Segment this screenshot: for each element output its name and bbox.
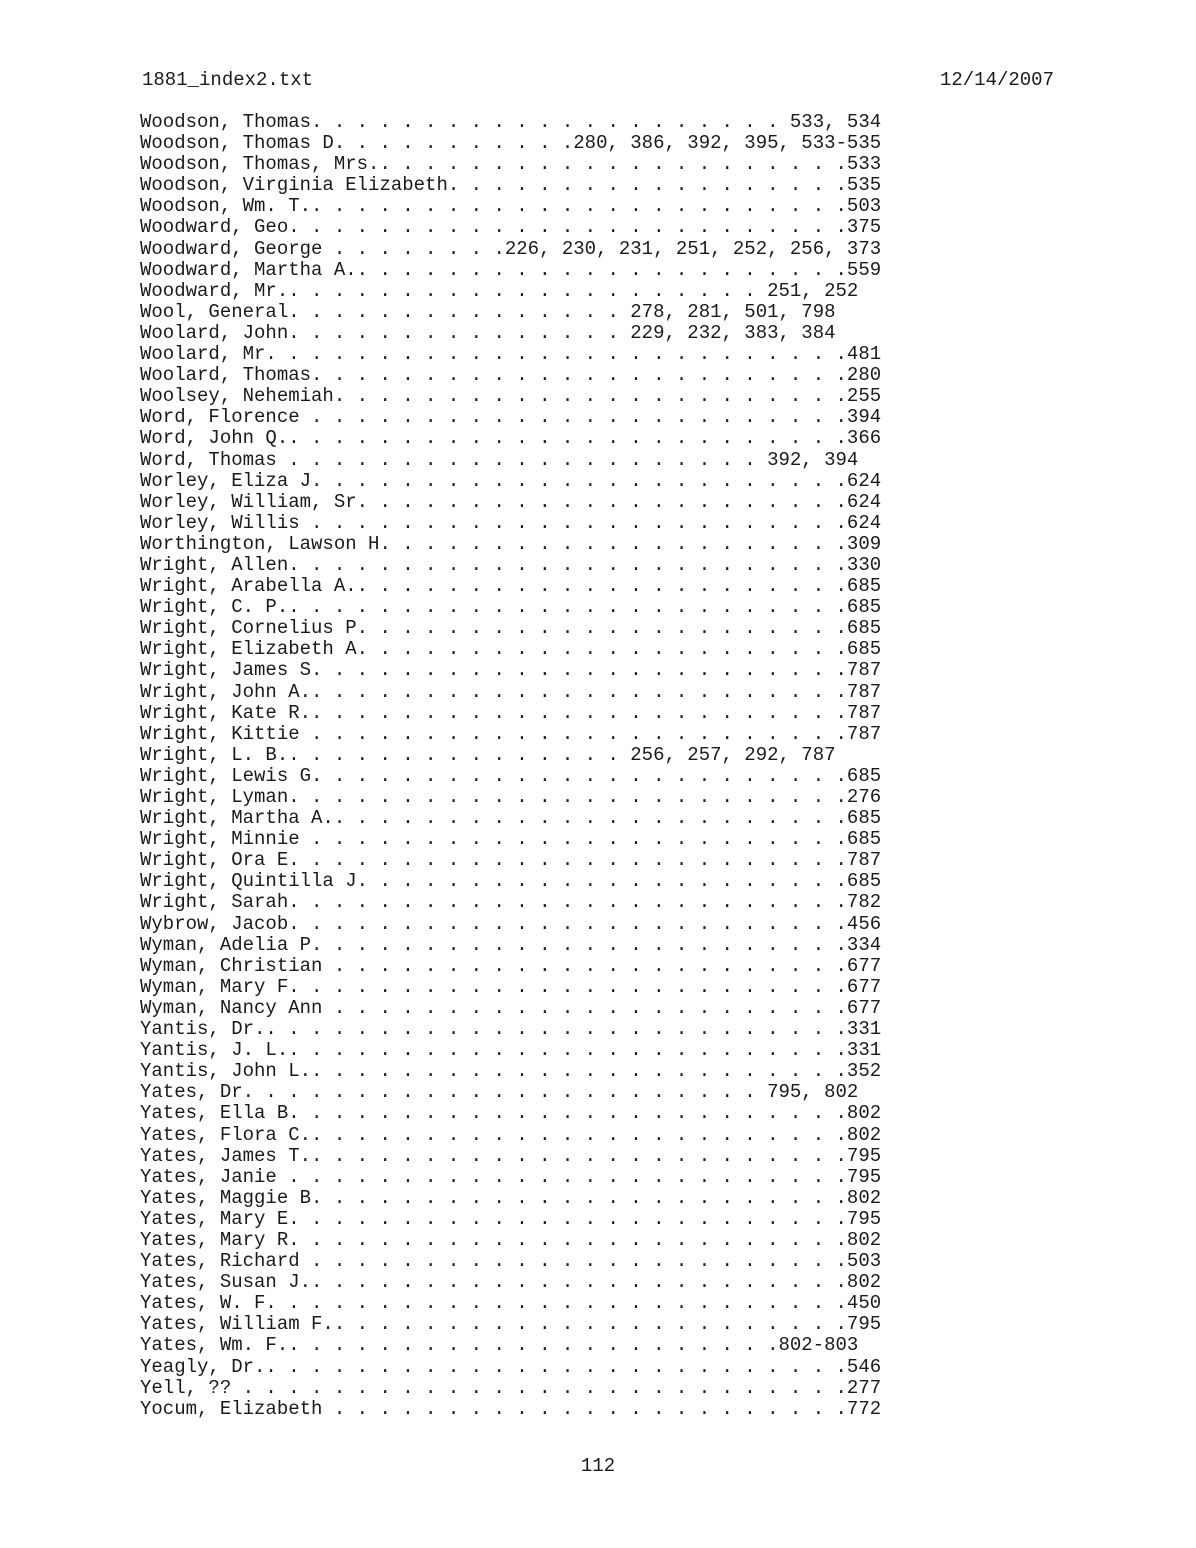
- index-entry: Yates, Mary R. . . . . . . . . . . . . . . . . . . . . . . . .802: [140, 1229, 882, 1251]
- page-number: 112: [580, 1455, 616, 1477]
- index-entry: Wyman, Christian . . . . . . . . . . . . . . . . . . . . . . .677: [140, 955, 882, 977]
- index-entry: Woodson, Thomas, Mrs.. . . . . . . . . . . . . . . . . . . . .533: [140, 154, 882, 176]
- index-entry: Yates, Flora C.. . . . . . . . . . . . . . . . . . . . . . . .802: [140, 1124, 882, 1146]
- index-entry: Wright, Martha A.. . . . . . . . . . . . . . . . . . . . . . .685: [140, 808, 882, 830]
- index-entry: Yates, Susan J.. . . . . . . . . . . . . . . . . . . . . . . .802: [140, 1272, 882, 1294]
- index-entry: Woolard, Thomas. . . . . . . . . . . . . . . . . . . . . . . .280: [140, 365, 882, 387]
- index-entry: Woolsey, Nehemiah. . . . . . . . . . . . . . . . . . . . . . .255: [140, 386, 882, 408]
- index-entry: Woodward, Geo. . . . . . . . . . . . . . . . . . . . . . . . .375: [140, 217, 882, 239]
- index-entry: Word, John Q.. . . . . . . . . . . . . . . . . . . . . . . . .366: [140, 428, 882, 450]
- index-entry: Yeagly, Dr.. . . . . . . . . . . . . . . . . . . . . . . . . .546: [140, 1356, 882, 1378]
- index-entry: Worley, Willis . . . . . . . . . . . . . . . . . . . . . . . .624: [140, 512, 882, 534]
- index-entry: Wright, Sarah. . . . . . . . . . . . . . . . . . . . . . . . .782: [140, 892, 882, 914]
- index-entry: Yates, Maggie B. . . . . . . . . . . . . . . . . . . . . . . .802: [140, 1187, 882, 1209]
- index-entry: Yocum, Elizabeth . . . . . . . . . . . . . . . . . . . . . . .772: [140, 1398, 882, 1420]
- index-entry: Yates, Mary E. . . . . . . . . . . . . . . . . . . . . . . . .795: [140, 1208, 882, 1230]
- index-entry: Woodson, Virginia Elizabeth. . . . . . . . . . . . . . . . . .535: [140, 175, 882, 197]
- index-entry: Yantis, J. L.. . . . . . . . . . . . . . . . . . . . . . . . .331: [140, 1040, 882, 1062]
- index-entry: Worley, William, Sr. . . . . . . . . . . . . . . . . . . . . .624: [140, 491, 882, 513]
- index-entry: Yates, James T.. . . . . . . . . . . . . . . . . . . . . . . .795: [140, 1145, 882, 1167]
- index-entry: Woodward, Martha A.. . . . . . . . . . . . . . . . . . . . . .559: [140, 259, 882, 281]
- index-entry: Wright, C. P.. . . . . . . . . . . . . . . . . . . . . . . . .685: [140, 597, 882, 619]
- index-entry: Wright, L. B.. . . . . . . . . . . . . . . 256, 257, 292, 787: [140, 744, 836, 766]
- index-entry: Word, Thomas . . . . . . . . . . . . . . . . . . . . . 392, 394: [140, 449, 859, 471]
- index-entry: Yates, Janie . . . . . . . . . . . . . . . . . . . . . . . . .795: [140, 1166, 882, 1188]
- index-entry: Yates, Richard . . . . . . . . . . . . . . . . . . . . . . . .503: [140, 1251, 882, 1273]
- index-entry: Wright, Allen. . . . . . . . . . . . . . . . . . . . . . . . .330: [140, 554, 882, 576]
- index-entry: Wright, Lewis G. . . . . . . . . . . . . . . . . . . . . . . .685: [140, 765, 882, 787]
- index-entry: Wyman, Adelia P. . . . . . . . . . . . . . . . . . . . . . . .334: [140, 934, 882, 956]
- index-entry: Wright, Minnie . . . . . . . . . . . . . . . . . . . . . . . .685: [140, 829, 882, 851]
- index-entry: Woodson, Thomas D. . . . . . . . . . .280, 386, 392, 395, 533-535: [140, 133, 882, 155]
- index-list: [140, 112, 905, 1420]
- index-entry: Worthington, Lawson H. . . . . . . . . . . . . . . . . . . . .309: [140, 533, 882, 555]
- index-entry: Yates, Dr. . . . . . . . . . . . . . . . . . . . . . . 795, 802: [140, 1082, 859, 1104]
- index-entry: Woodson, Thomas. . . . . . . . . . . . . . . . . . . . . 533, 534: [140, 112, 882, 133]
- index-entry: Yates, W. F. . . . . . . . . . . . . . . . . . . . . . . . . .450: [140, 1293, 882, 1315]
- index-entry: Worley, Eliza J. . . . . . . . . . . . . . . . . . . . . . . .624: [140, 470, 882, 492]
- index-entry: Wool, General. . . . . . . . . . . . . . . 278, 281, 501, 798: [140, 301, 836, 323]
- index-entry: Woolard, Mr. . . . . . . . . . . . . . . . . . . . . . . . . .481: [140, 344, 882, 366]
- index-entry: Wright, Cornelius P. . . . . . . . . . . . . . . . . . . . . .685: [140, 618, 882, 640]
- index-entry: Wright, Ora E. . . . . . . . . . . . . . . . . . . . . . . . .787: [140, 850, 882, 872]
- index-entry: Wybrow, Jacob. . . . . . . . . . . . . . . . . . . . . . . . .456: [140, 913, 882, 935]
- index-entry: Wright, Kittie . . . . . . . . . . . . . . . . . . . . . . . .787: [140, 723, 882, 745]
- index-entry: Wright, Lyman. . . . . . . . . . . . . . . . . . . . . . . . .276: [140, 787, 882, 808]
- print-date: 12/14/2007: [939, 69, 1054, 91]
- index-entry: Yell, ?? . . . . . . . . . . . . . . . . . . . . . . . . . . .277: [140, 1377, 882, 1399]
- index-entry: Wright, James S. . . . . . . . . . . . . . . . . . . . . . . .787: [140, 660, 882, 682]
- index-entry: Woolard, John. . . . . . . . . . . . . . . 229, 232, 383, 384: [140, 322, 836, 344]
- index-entry: Yantis, Dr.. . . . . . . . . . . . . . . . . . . . . . . . . .331: [140, 1019, 882, 1041]
- index-entry: Yates, Ella B. . . . . . . . . . . . . . . . . . . . . . . . .802: [140, 1103, 882, 1125]
- index-entry: Wyman, Mary F. . . . . . . . . . . . . . . . . . . . . . . . .677: [140, 976, 882, 998]
- index-entry: Wright, John A.. . . . . . . . . . . . . . . . . . . . . . . .787: [140, 681, 882, 703]
- index-entry: Woodward, George . . . . . . . .226, 230, 231, 251, 252, 256, 373: [140, 238, 882, 260]
- index-entry: Wyman, Nancy Ann . . . . . . . . . . . . . . . . . . . . . . .677: [140, 997, 882, 1019]
- index-entry: Wright, Arabella A.. . . . . . . . . . . . . . . . . . . . . .685: [140, 576, 882, 598]
- index-entry: Yates, William F.. . . . . . . . . . . . . . . . . . . . . . .795: [140, 1314, 882, 1336]
- index-entry: Wright, Elizabeth A. . . . . . . . . . . . . . . . . . . . . .685: [140, 639, 882, 661]
- index-entry: Yantis, John L.. . . . . . . . . . . . . . . . . . . . . . . .352: [140, 1061, 882, 1083]
- index-entry: Word, Florence . . . . . . . . . . . . . . . . . . . . . . . .394: [140, 407, 882, 429]
- file-name: 1881_index2.txt: [142, 69, 314, 91]
- index-entry: Wright, Quintilla J. . . . . . . . . . . . . . . . . . . . . .685: [140, 871, 882, 893]
- index-entry: Woodson, Wm. T.. . . . . . . . . . . . . . . . . . . . . . . .503: [140, 196, 882, 218]
- index-entry: Woodward, Mr.. . . . . . . . . . . . . . . . . . . . . 251, 252: [140, 280, 859, 302]
- index-entry: Yates, Wm. F.. . . . . . . . . . . . . . . . . . . . . .802-803: [140, 1335, 859, 1357]
- index-entry: Wright, Kate R.. . . . . . . . . . . . . . . . . . . . . . . .787: [140, 702, 882, 724]
